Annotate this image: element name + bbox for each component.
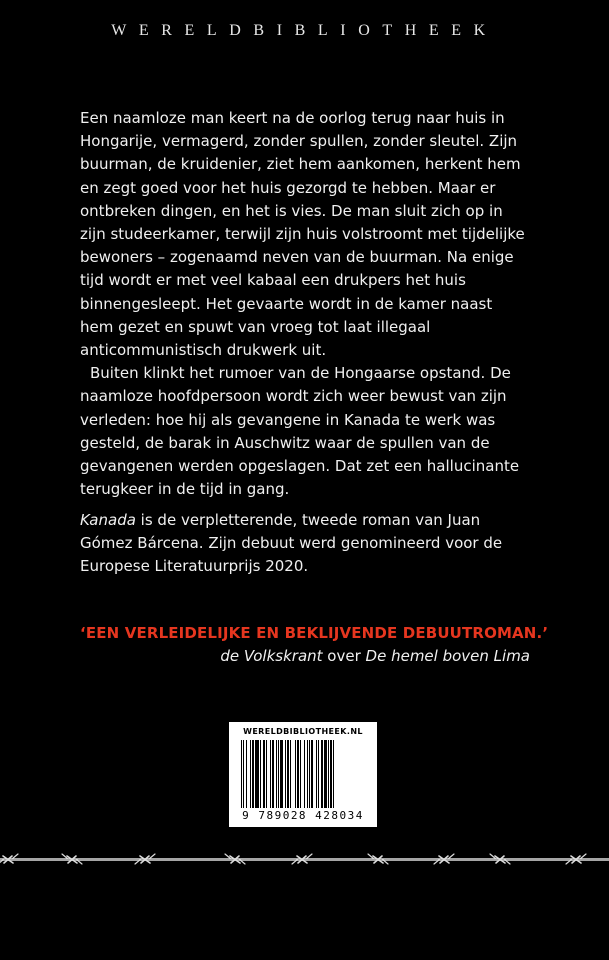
publisher-name: WERELDBIBLIOTHEEK: [111, 22, 498, 39]
reviewed-book: De hemel boven Lima: [365, 647, 530, 665]
blurb-paragraph-2: Buiten klinkt het rumoer van de Hongaarse opstand. De naamloze hoofdpersoon wordt zich weer bewust van zijn verleden: hoe hij als gevangene in Kanada te werk was gesteld, de barak in Auschwitz waar de spullen van de gevangenen werden opgeslagen. Dat zet een hallucinante terugkeer in de tijd in gang.: [80, 364, 520, 499]
book-title: Kanada: [80, 511, 136, 529]
barcode: [229, 722, 377, 827]
review-quote: ‘EEN VERLEIDELIJKE EN BEKLIJVENDE DEBUUTROMAN.’: [80, 624, 549, 642]
barbed-wire: [0, 845, 609, 875]
review-over: over: [322, 647, 366, 665]
barcode-bars: [241, 740, 365, 808]
author-note-text: is de verpletterende, tweede roman van Juan Gómez Bárcena. Zijn debuut werd genomineerd voor de Europese Literatuurprijs 2020.: [80, 511, 503, 576]
review-attribution: [80, 645, 530, 668]
barcode-site: WERELDBIBLIOTHEEK.NL: [243, 727, 363, 736]
review-source: de Volkskrant: [220, 647, 323, 665]
author-note: [80, 509, 530, 579]
blurb-paragraph-1: Een naamloze man keert na de oorlog terug naar huis in Hongarije, vermagerd, zonder spullen, zonder sleutel. Zijn buurman, de kruidenier, ziet hem aankomen, herkent hem en zegt goed voor het huis gezorgd te hebben. Maar er ontbreken dingen, en het is vies. De man sluit zich op in zijn studeerkamer, terwijl zijn huis volstroomt met tijdelijke bewoners – zogenaamd neven van de buurman. Na enige tijd wordt er met veel kabaal een drukpers het huis binnengesleept. Het gevaarte wordt in de kamer naast hem gezet en spuwt van vroeg tot laat illegaal anticommunistisch drukwerk uit.: [80, 109, 525, 360]
barcode-isbn: 9 789028 428034: [242, 809, 364, 822]
blurb-text: [80, 107, 530, 501]
